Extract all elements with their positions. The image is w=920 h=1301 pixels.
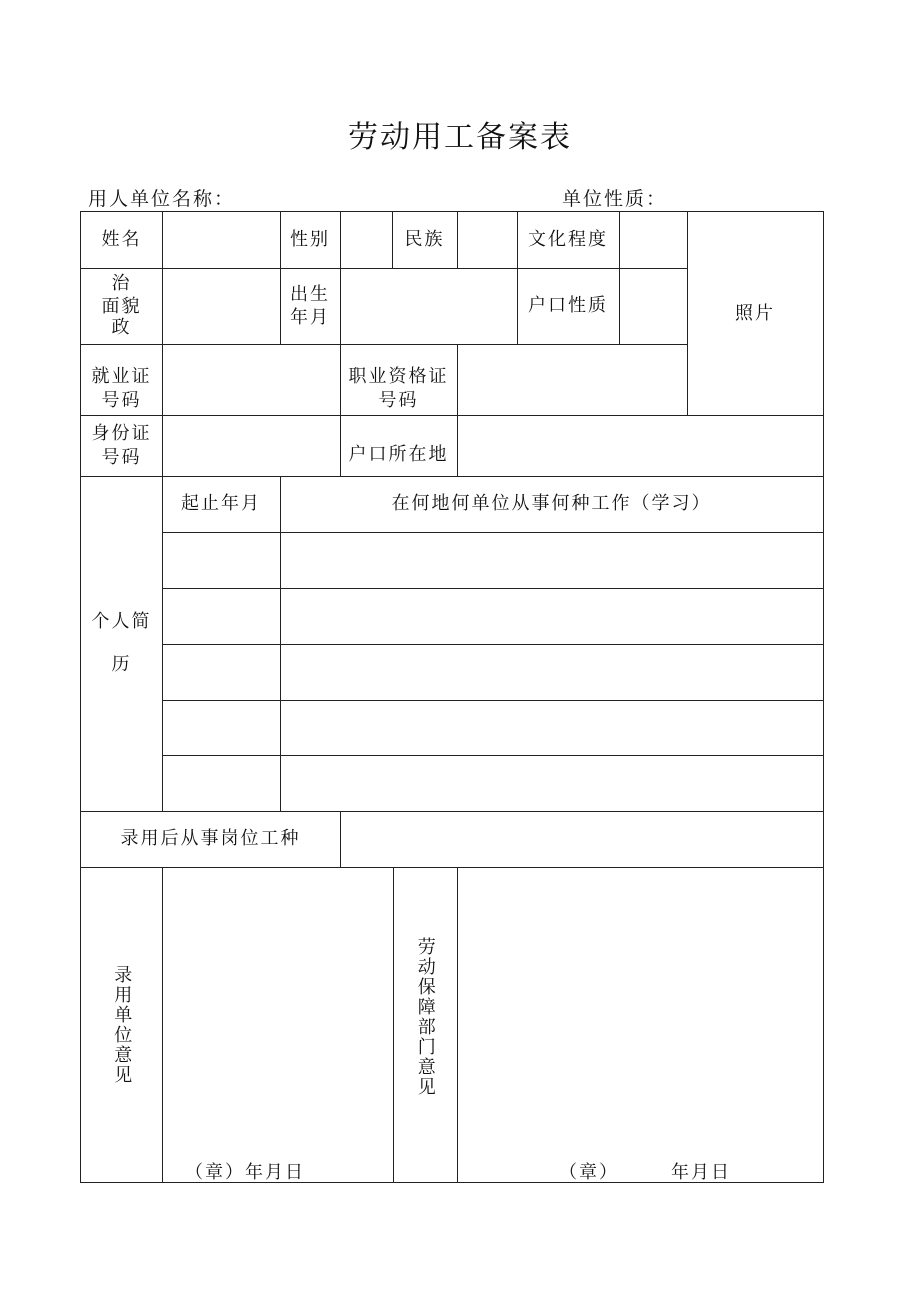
political-label-3: 政 <box>111 317 132 339</box>
labor-dept-stamp: （章） <box>559 1162 619 1183</box>
name-label: 姓名 <box>101 229 142 251</box>
employer-stamp-date: （章）年月日 <box>185 1162 305 1183</box>
resume-work-header: 在何地何单位从事何种工作（学习） <box>391 493 712 515</box>
ethnicity-label: 民族 <box>404 229 445 251</box>
birth-label: 出生 年月 <box>290 283 330 328</box>
education-label: 文化程度 <box>528 229 608 251</box>
hukou-location-label: 户口所在地 <box>348 444 449 466</box>
political-label-2: 面貌 <box>101 296 142 318</box>
post-after-hire-label: 录用后从事岗位工种 <box>120 828 301 850</box>
employer-name-label: 用人单位名称： <box>88 188 236 210</box>
form-title: 劳动用工备案表 <box>348 120 572 155</box>
unit-nature-label: 单位性质： <box>562 188 668 210</box>
resume-label: 个人简 历 <box>91 611 152 676</box>
labor-dept-opinion-label: 劳动保障部门意见 <box>414 937 436 1097</box>
employer-opinion-label: 录用单位意见 <box>111 965 133 1085</box>
qualification-cert-label: 职业资格证 号码 <box>348 366 449 411</box>
political-label-1: 治 <box>111 273 132 295</box>
gender-label: 性别 <box>290 229 330 251</box>
photo-label: 照片 <box>735 302 775 324</box>
resume-period-header: 起止年月 <box>181 493 261 515</box>
registration-table <box>80 211 824 1183</box>
labor-dept-date: 年月日 <box>671 1162 731 1183</box>
id-card-label: 身份证 号码 <box>91 423 152 468</box>
employment-cert-label: 就业证 号码 <box>91 366 152 411</box>
hukou-type-label: 户口性质 <box>528 295 608 317</box>
